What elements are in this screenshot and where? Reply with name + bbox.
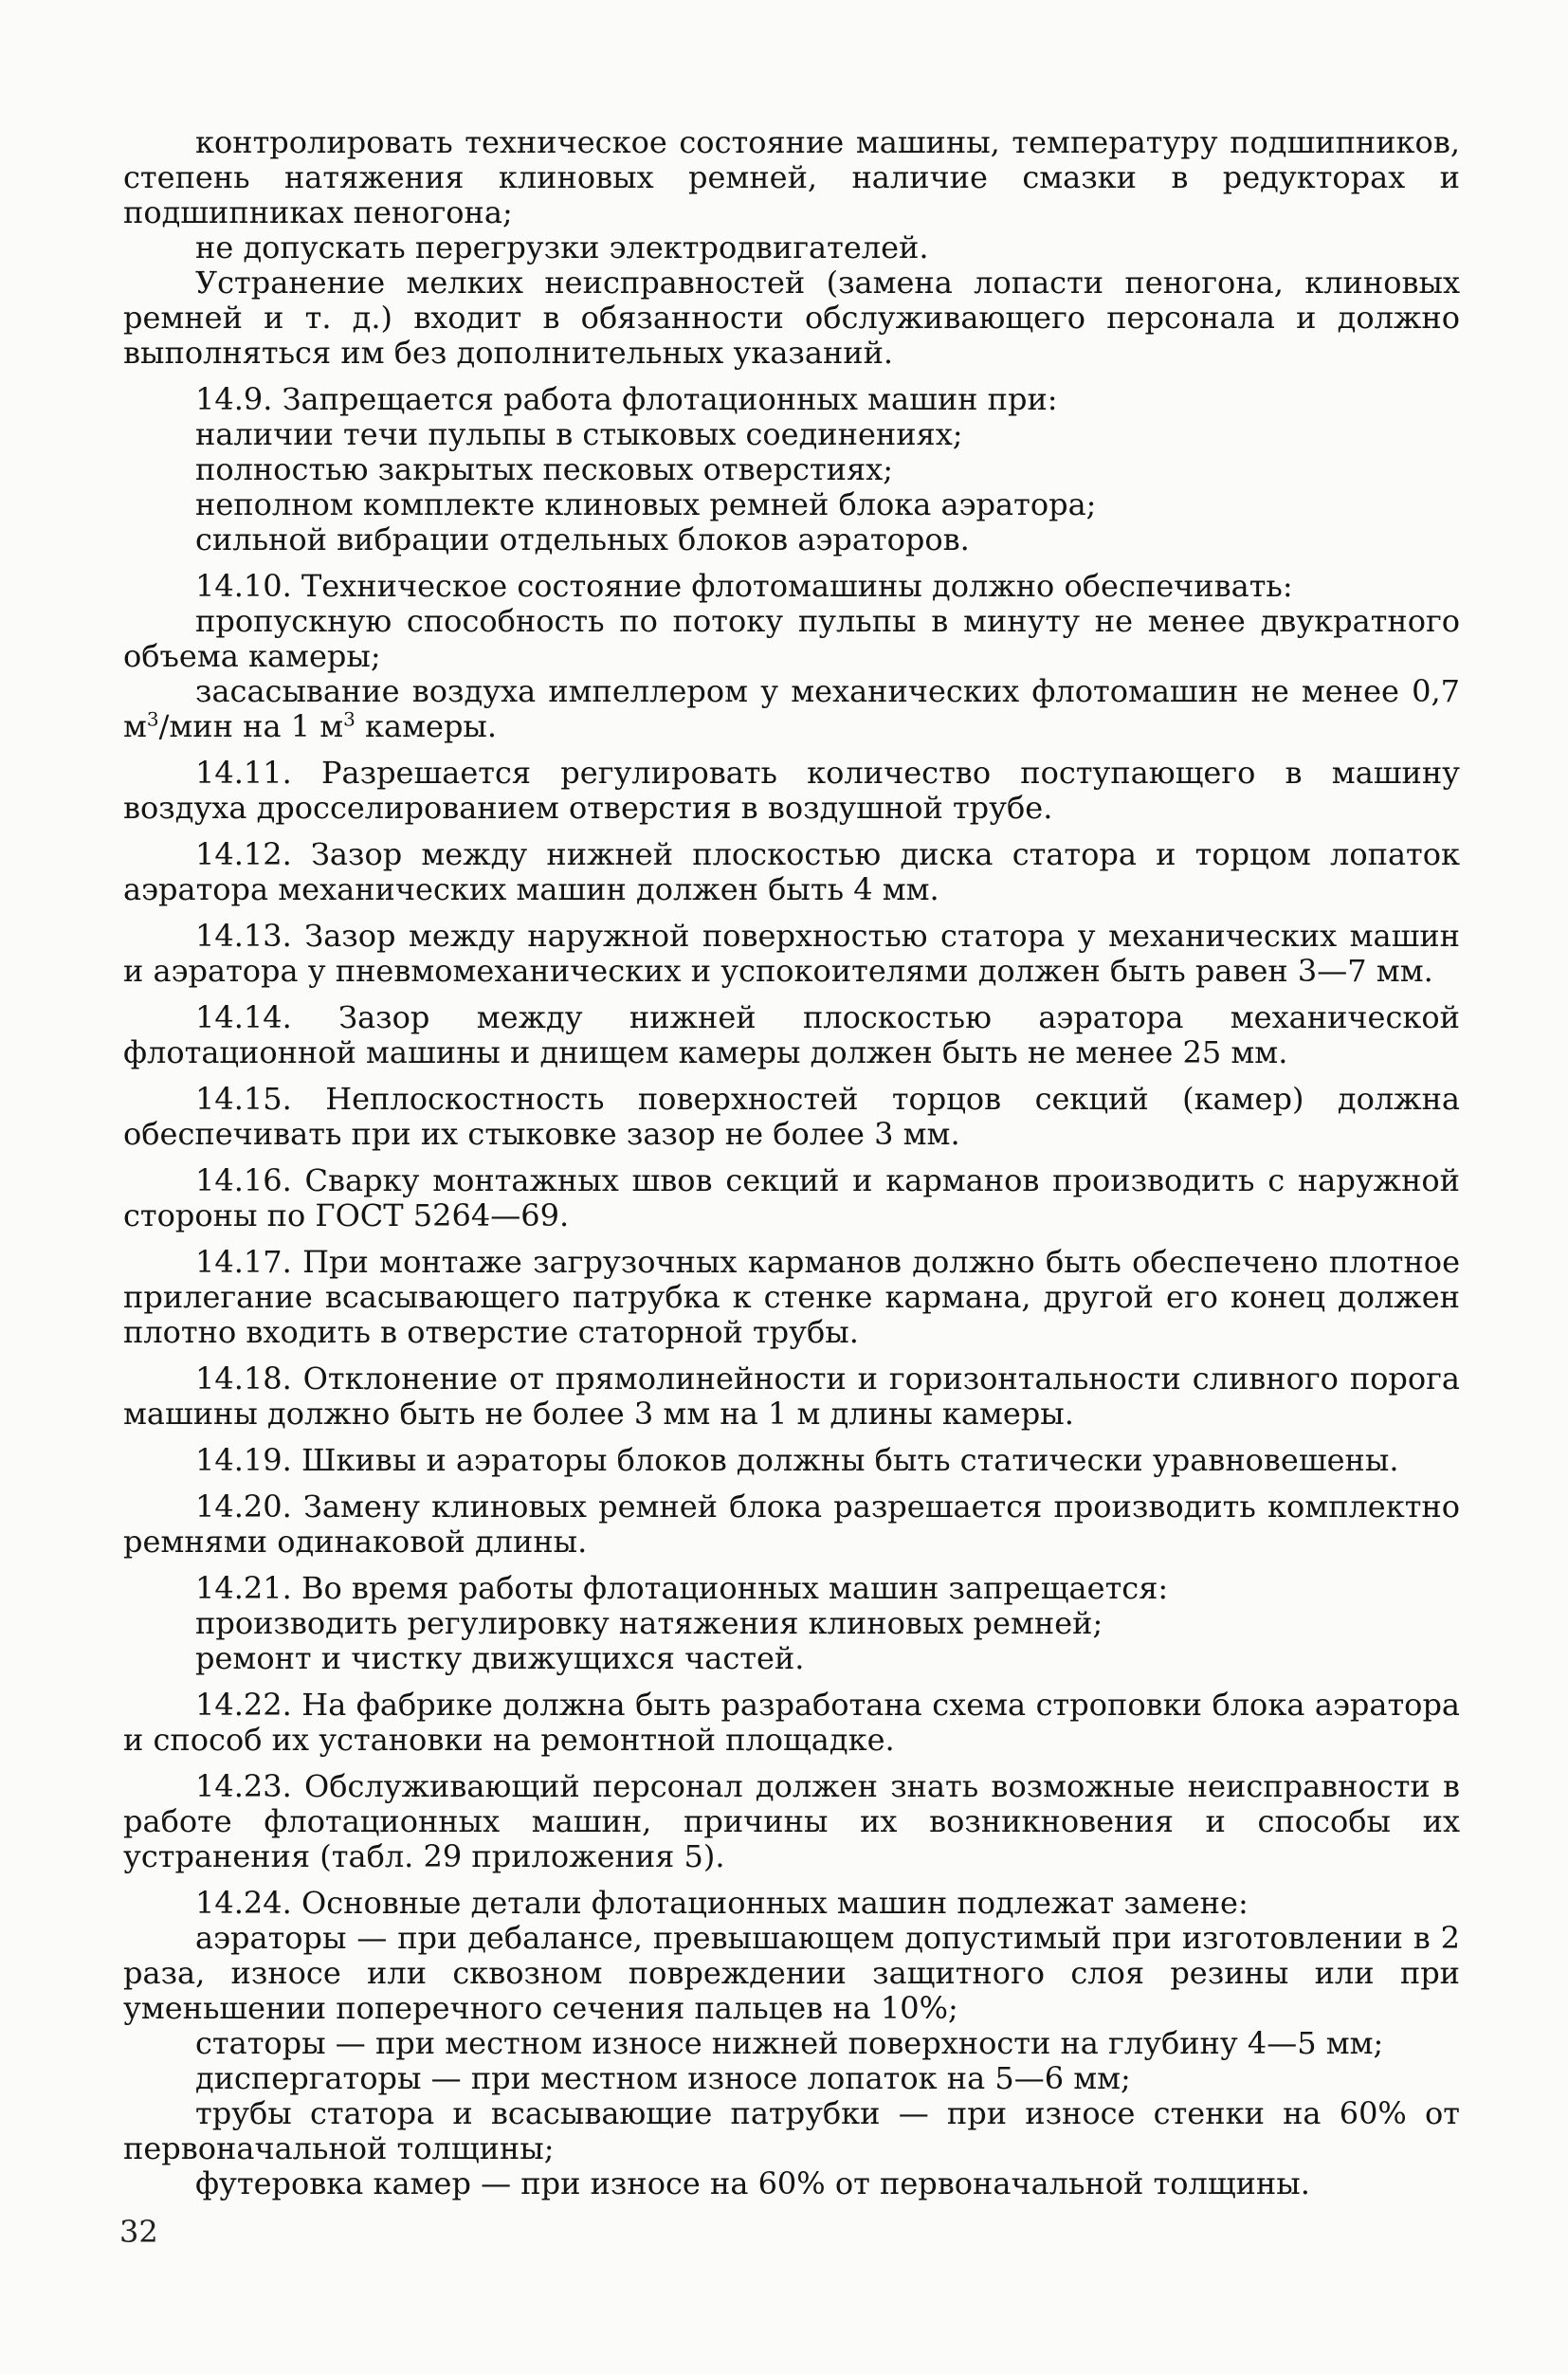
paragraph-minor-repairs: Устранение мелких неисправностей (замена лопасти пеногона, клиновых ремней и т. д.) входит в обязанности обслуживающего персонала и должно выполняться им без дополнительных указаний. (123, 265, 1460, 371)
document-page (123, 125, 1460, 2201)
list-item-moving-parts: ремонт и чистку движущихся частей. (195, 1640, 805, 1676)
air-suction-text-3: камеры. (355, 708, 498, 744)
list-item-aerators: аэраторы — при дебалансе, превышающем допустимый при изготовлении в 2 раза, износе или сквозном повреждении защитного слоя резины или при уменьшении поперечного сечения пальцев на 10%; (123, 1920, 1460, 2026)
list-item-air-suction (123, 674, 1460, 744)
paragraph-14-10: 14.10. Техническое состояние флотомашины должно обеспечивать: (195, 568, 1293, 604)
air-suction-text-2: /мин на 1 м (158, 708, 344, 744)
paragraph-14-18: 14.18. Отклонение от прямолинейности и горизонтальности сливного порога машины должно быть не более 3 мм на 1 м длины камеры. (123, 1360, 1460, 1432)
page-number: 32 (119, 2214, 158, 2250)
paragraph-14-20: 14.20. Замену клиновых ремней блока разрешается производить комплектно ремнями одинаковой длины. (123, 1488, 1460, 1560)
paragraph-14-22: 14.22. На фабрике должна быть разработана схема строповки блока аэратора и способ их установки на ремонтной площадке. (123, 1687, 1460, 1758)
paragraph-14-23: 14.23. Обслуживающий персонал должен знать возможные неисправности в работе флотационных машин, причины их возникновения и способы их устранения (табл. 29 приложения 5). (123, 1768, 1460, 1874)
list-item-vibration: сильной вибрации отдельных блоков аэраторов. (195, 521, 970, 557)
list-item-pulp-leak: наличии течи пульпы в стыковых соединениях; (195, 416, 963, 452)
list-item-dispergators: диспергаторы — при местном износе лопаток на 5—6 мм; (195, 2060, 1131, 2096)
paragraph-14-9: 14.9. Запрещается работа флотационных машин при: (195, 381, 1058, 417)
list-item-belt-adjustment: производить регулировку натяжения клиновых ремней; (195, 1605, 1103, 1641)
list-item-stator-pipes: трубы статора и всасывающие патрубки — при износе стенки на 60% от первоначальной толщины; (123, 2095, 1460, 2166)
list-item-stators: статоры — при местном износе нижней поверхности на глубину 4—5 мм; (195, 2025, 1384, 2061)
list-item-chamber-lining: футеровка камер — при износе на 60% от первоначальной толщины. (195, 2165, 1310, 2201)
paragraph-14-24: 14.24. Основные детали флотационных машин подлежат замене: (195, 1885, 1249, 1921)
paragraph-no-overload: не допускать перегрузки электродвигателей. (195, 229, 929, 265)
list-item-incomplete-belts: неполном комплекте клиновых ремней блока аэратора; (195, 486, 1097, 522)
cubic-superscript-2: 3 (343, 707, 356, 731)
paragraph-14-16: 14.16. Сварку монтажных швов секций и карманов производить с наружной стороны по ГОСТ 5264—69. (123, 1162, 1460, 1233)
paragraph-14-11: 14.11. Разрешается регулировать количество поступающего в машину воздуха дросселированием отверстия в воздушной трубе. (123, 755, 1460, 826)
cubic-superscript-1: 3 (146, 707, 159, 731)
air-suction-text-1: засасывание воздуха импеллером у механических флотомашин не менее 0,7 м (123, 673, 1460, 744)
list-item-throughput: пропускную способность по потоку пульпы в минуту не менее двукратного объема камеры; (123, 603, 1460, 674)
paragraph-14-12: 14.12. Зазор между нижней плоскостью диска статора и торцом лопаток аэратора механических машин должен быть 4 мм. (123, 836, 1460, 907)
list-item-closed-sand-holes: полностью закрытых песковых отверстиях; (195, 451, 893, 487)
paragraph-14-15: 14.15. Неплоскостность поверхностей торцов секций (камер) должна обеспечивать при их стыковке зазор не более 3 мм. (123, 1081, 1460, 1152)
paragraph-14-14: 14.14. Зазор между нижней плоскостью аэратора механической флотационной машины и днищем камеры должен быть не менее 25 мм. (123, 999, 1460, 1070)
paragraph-maintenance-control: контролировать техническое состояние машины, температуру подшипников, степень натяжения клиновых ремней, наличие смазки в редукторах и подшипниках пеногона; (123, 124, 1460, 230)
paragraph-14-21: 14.21. Во время работы флотационных машин запрещается: (195, 1570, 1169, 1606)
paragraph-14-17: 14.17. При монтаже загрузочных карманов должно быть обеспечено плотное прилегание всасывающего патрубка к стенке кармана, другой его конец должен плотно входить в отверстие статорной трубы. (123, 1244, 1460, 1350)
paragraph-14-13: 14.13. Зазор между наружной поверхностью статора у механических машин и аэратора у пневмомеханических и успокоителями должен быть равен 3—7 мм. (123, 918, 1460, 989)
paragraph-14-19: 14.19. Шкивы и аэраторы блоков должны быть статически уравновешены. (195, 1442, 1399, 1478)
